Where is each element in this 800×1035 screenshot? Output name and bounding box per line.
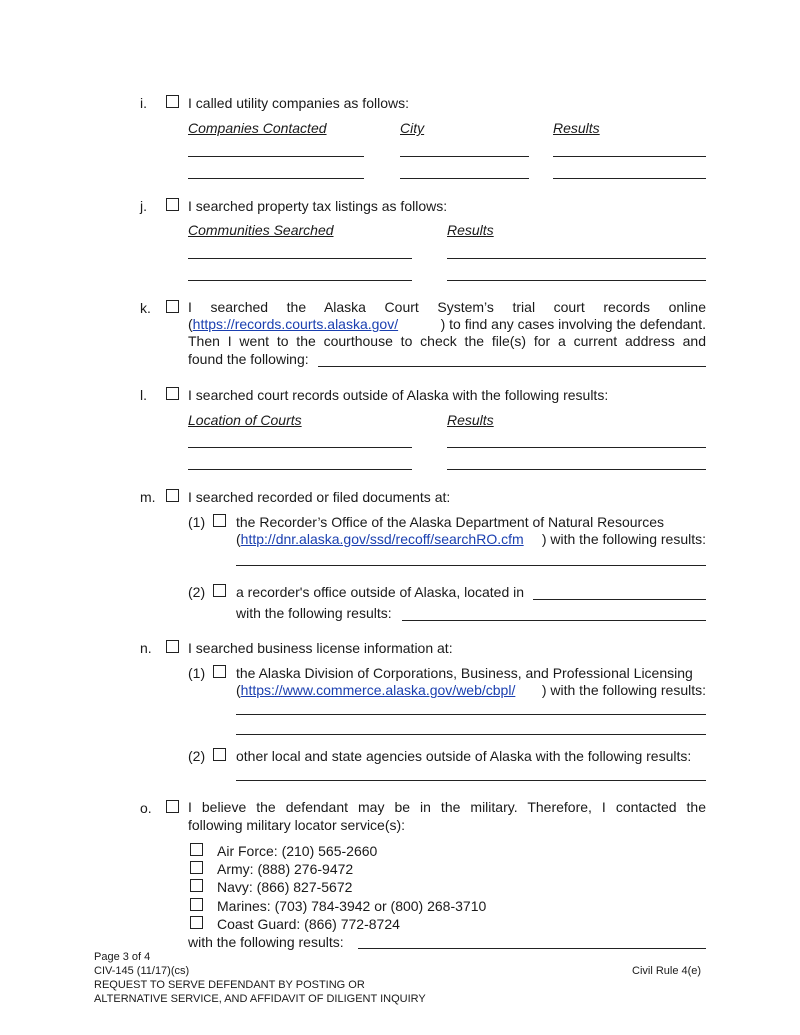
item-text-k-line2 <box>188 316 706 332</box>
blank-line[interactable] <box>447 258 706 259</box>
col-header-results: Results <box>553 120 600 136</box>
footer-civil-rule: Civil Rule 4(e) <box>632 965 702 977</box>
checkbox-dnr-recorder[interactable] <box>213 514 226 527</box>
blank-line[interactable] <box>236 565 706 566</box>
col-header-city: City <box>400 120 425 136</box>
col-header-results: Results <box>447 412 494 428</box>
item-text-k-line1: I searched the Alaska Court System’s trial court records online <box>188 299 706 315</box>
checkbox-recorded-documents[interactable] <box>166 489 179 502</box>
subitem-number: (2) <box>188 584 206 600</box>
checkbox-army[interactable] <box>190 861 203 874</box>
blank-line[interactable] <box>447 280 706 281</box>
item-text-o-line2: following military locator service(s): <box>188 817 406 833</box>
subitem-text-corporations: the Alaska Division of Corporations, Business, and Professional Licensing <box>236 665 693 681</box>
item-letter-m: m. <box>140 489 156 505</box>
military-service-air-force: Air Force: (210) 565-2660 <box>217 843 378 859</box>
blank-line[interactable] <box>400 156 529 157</box>
blank-line[interactable] <box>236 714 706 715</box>
checkbox-coast-guard[interactable] <box>190 916 203 929</box>
footer-page-number: Page 3 of 4 <box>94 951 151 963</box>
item-letter-k: k. <box>140 300 151 316</box>
subitem-text-dnr: the Recorder’s Office of the Alaska Department of Natural Resources <box>236 514 664 530</box>
subitem-text-other-agencies: other local and state agencies outside of Alaska with the following results: <box>236 748 692 764</box>
col-header-companies-contacted: Companies Contacted <box>188 120 327 136</box>
item-text-k-line2-rest: ) to find any cases involving the defendant. <box>440 316 706 332</box>
court-records-link[interactable]: https://records.courts.alaska.gov/ <box>192 316 399 332</box>
commerce-link[interactable]: https://www.commerce.alaska.gov/web/cbpl/ <box>240 682 516 698</box>
checkbox-business-license[interactable] <box>166 640 179 653</box>
blank-line[interactable] <box>188 280 412 281</box>
subitem-text-outside-recorder-line2: with the following results: <box>236 605 392 621</box>
blank-line[interactable] <box>400 178 529 179</box>
col-header-results: Results <box>447 222 494 238</box>
subitem-text-outside-recorder: a recorder's office outside of Alaska, located in <box>236 584 525 600</box>
subitem-text-corporations-rest: ) with the following results: <box>541 682 706 698</box>
subitem-number: (1) <box>188 665 206 681</box>
item-letter-j: j. <box>140 198 147 214</box>
subitem-number: (1) <box>188 514 206 530</box>
military-service-marines: Marines: (703) 784-3942 or (800) 268-3710 <box>217 898 487 914</box>
item-letter-i: i. <box>140 95 147 111</box>
blank-line[interactable] <box>447 469 706 470</box>
military-service-army: Army: (888) 276-9472 <box>217 861 354 877</box>
checkbox-military[interactable] <box>166 800 179 813</box>
subitem-text-dnr-line2 <box>236 531 706 547</box>
paren: ( <box>236 531 241 547</box>
checkbox-court-records[interactable] <box>166 300 179 313</box>
checkbox-corporations-division[interactable] <box>213 665 226 678</box>
blank-line[interactable] <box>358 948 706 949</box>
blank-line[interactable] <box>188 156 364 157</box>
dnr-recorder-link[interactable]: http://dnr.alaska.gov/ssd/recoff/searchRO.cfm <box>240 531 524 547</box>
item-text-o-line1: I believe the defendant may be in the military. Therefore, I contacted the <box>188 799 706 815</box>
checkbox-navy[interactable] <box>190 879 203 892</box>
checkbox-utility-companies[interactable] <box>166 95 179 108</box>
military-service-navy: Navy: (866) 827-5672 <box>217 879 353 895</box>
blank-line[interactable] <box>188 469 412 470</box>
blank-line[interactable] <box>188 178 364 179</box>
military-results-label: with the following results: <box>188 934 344 950</box>
item-letter-o: o. <box>140 800 152 816</box>
paren: ( <box>236 682 241 698</box>
subitem-number: (2) <box>188 748 206 764</box>
item-text-k-line4: found the following: <box>188 351 309 367</box>
item-text-k-line3: Then I went to the courthouse to check the file(s) for a current address and <box>188 333 706 349</box>
checkbox-air-force[interactable] <box>190 843 203 856</box>
col-header-communities-searched: Communities Searched <box>188 222 334 238</box>
subitem-text-corporations-line2 <box>236 682 706 698</box>
military-service-coast-guard: Coast Guard: (866) 772-8724 <box>217 916 400 932</box>
item-letter-n: n. <box>140 640 152 656</box>
footer-form-title-line2: ALTERNATIVE SERVICE, AND AFFIDAVIT OF DILIGENT INQUIRY <box>94 993 426 1005</box>
blank-line[interactable] <box>402 620 706 621</box>
paren: ( <box>188 316 193 332</box>
item-text-n: I searched business license information at: <box>188 640 453 656</box>
item-text-i: I called utility companies as follows: <box>188 95 409 111</box>
blank-line[interactable] <box>533 599 706 600</box>
checkbox-property-tax[interactable] <box>166 198 179 211</box>
blank-line[interactable] <box>236 780 706 781</box>
footer-form-id: CIV-145 (11/17)(cs) <box>94 965 190 977</box>
blank-line[interactable] <box>188 447 412 448</box>
item-letter-l: l. <box>140 387 147 403</box>
blank-line[interactable] <box>553 156 706 157</box>
blank-line[interactable] <box>188 258 412 259</box>
item-text-l: I searched court records outside of Alaska with the following results: <box>188 387 609 403</box>
blank-line[interactable] <box>447 447 706 448</box>
col-header-location-of-courts: Location of Courts <box>188 412 302 428</box>
subitem-text-dnr-rest: ) with the following results: <box>541 531 706 547</box>
item-text-m: I searched recorded or filed documents at: <box>188 489 451 505</box>
blank-line[interactable] <box>553 178 706 179</box>
blank-line[interactable] <box>318 366 706 367</box>
footer-form-title-line1: REQUEST TO SERVE DEFENDANT BY POSTING OR <box>94 979 365 991</box>
checkbox-other-agencies[interactable] <box>213 748 226 761</box>
checkbox-outside-court-records[interactable] <box>166 387 179 400</box>
checkbox-marines[interactable] <box>190 898 203 911</box>
blank-line[interactable] <box>236 734 706 735</box>
checkbox-outside-recorder[interactable] <box>213 584 226 597</box>
item-text-j: I searched property tax listings as follows: <box>188 198 448 214</box>
